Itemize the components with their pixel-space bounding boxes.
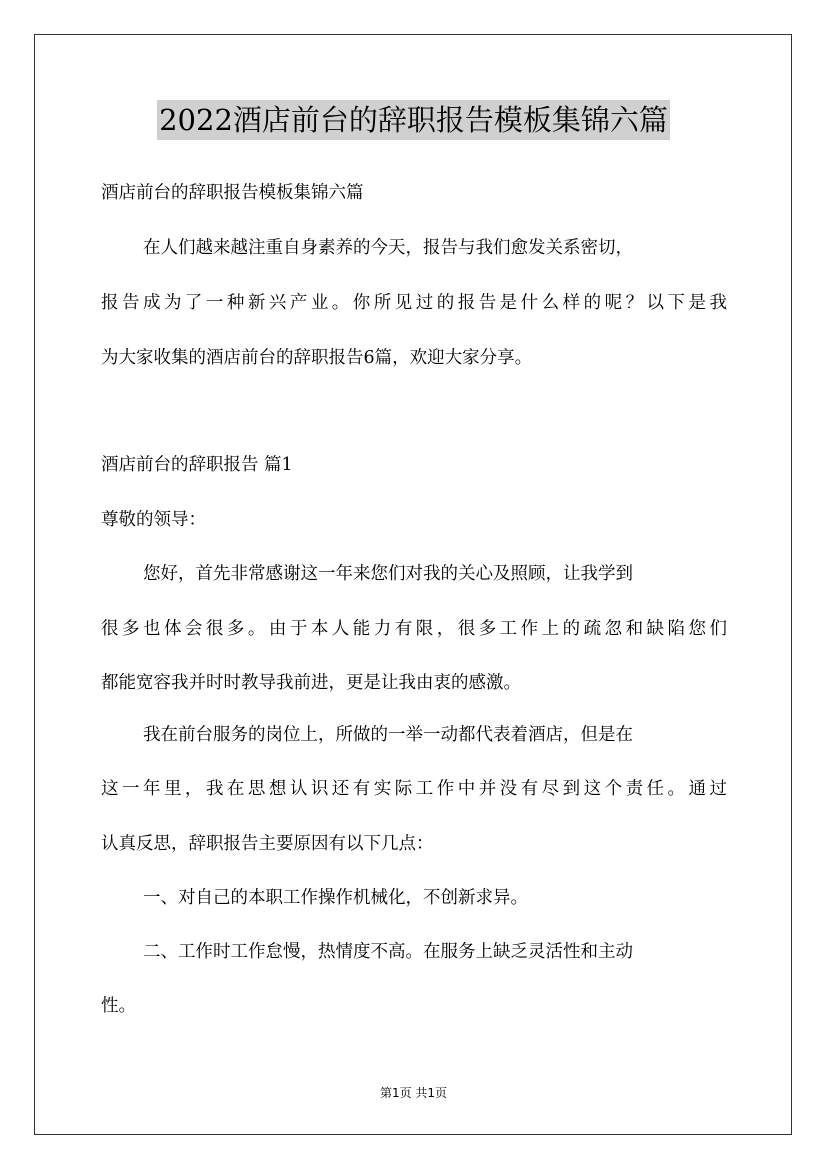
document-title: 2022酒店前台的辞职报告模板集锦六篇 <box>157 100 670 140</box>
intro-line-3: 为大家收集的酒店前台的辞职报告6篇，欢迎大家分享。 <box>101 348 533 368</box>
title-container <box>0 100 827 140</box>
list-item-2-line-2: 性。 <box>101 996 136 1016</box>
list-item-2-line-1: 二、工作时工作怠慢，热情度不高。在服务上缺乏灵活性和主动 <box>143 942 633 962</box>
salutation: 尊敬的领导： <box>101 510 206 530</box>
para2-line-2: 这一年里，我在思想认识还有实际工作中并没有尽到这个责任。通过 <box>101 779 727 799</box>
para1-line-2: 很多也体会很多。由于本人能力有限，很多工作上的疏忽和缺陷您们 <box>101 619 727 639</box>
section-heading: 酒店前台的辞职报告 篇1 <box>101 455 293 475</box>
para2-line-3: 认真反思，辞职报告主要原因有以下几点： <box>101 834 434 854</box>
intro-line-1: 在人们越来越注重自身素养的今天，报告与我们愈发关系密切， <box>143 238 633 258</box>
para1-line-3: 都能宽容我并时时教导我前进，更是让我由衷的感激。 <box>101 673 521 693</box>
intro-line-2: 报告成为了一种新兴产业。你所见过的报告是什么样的呢？以下是我 <box>101 293 727 313</box>
list-item-1: 一、对自己的本职工作操作机械化，不创新求异。 <box>143 888 528 908</box>
document-subtitle: 酒店前台的辞职报告模板集锦六篇 <box>101 183 364 203</box>
para2-line-1: 我在前台服务的岗位上，所做的一举一动都代表着酒店，但是在 <box>143 725 633 745</box>
para1-line-1: 您好，首先非常感谢这一年来您们对我的关心及照顾，让我学到 <box>143 564 633 584</box>
page-number-footer: 第1页 共1页 <box>379 1086 448 1100</box>
